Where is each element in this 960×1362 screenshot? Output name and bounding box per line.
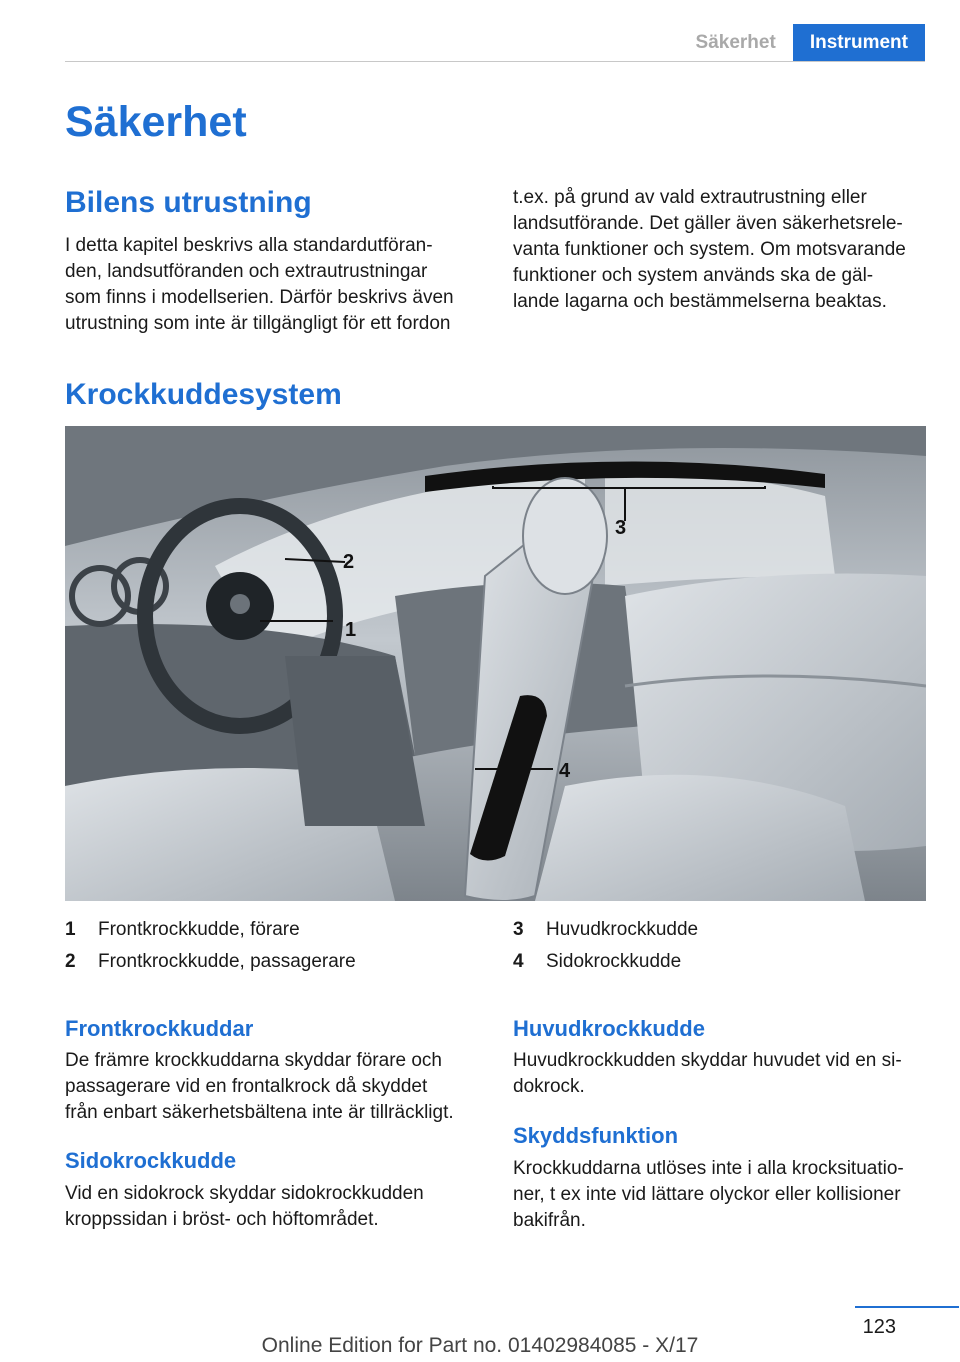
text-line: landsutförande. Det gäller även säkerhetsrele‐ bbox=[513, 213, 903, 234]
head-airbag-text bbox=[513, 1048, 933, 1100]
edition-note: Online Edition for Part no. 01402984085 - X/17 bbox=[261, 1334, 699, 1357]
text-line: ner, t ex inte vid lättare olyckor eller kollisioner bbox=[513, 1184, 901, 1205]
airbag-illustration bbox=[65, 426, 926, 901]
text-line: Krockkuddarna utlöses inte i alla krocksituatio‐ bbox=[513, 1158, 904, 1179]
text-line: funktioner och system används ska de gäl‐ bbox=[513, 265, 874, 286]
footer-divider bbox=[855, 1306, 959, 1308]
tab-sakerhet[interactable]: Säkerhet bbox=[695, 32, 776, 53]
protection-text bbox=[513, 1156, 933, 1234]
legend-label: Sidokrockkudde bbox=[546, 951, 682, 972]
legend-number: 4 bbox=[513, 951, 524, 972]
car-interior-drawing bbox=[65, 426, 926, 901]
text-line: Huvudkrockkudden skyddar huvudet vid en si‐ bbox=[513, 1050, 902, 1071]
legend-item bbox=[65, 914, 485, 946]
equipment-text-col1 bbox=[65, 233, 485, 337]
text-line: bakifrån. bbox=[513, 1210, 586, 1231]
legend-item bbox=[513, 946, 933, 978]
equipment-text-col2 bbox=[513, 185, 933, 315]
callout-1: 1 bbox=[345, 619, 357, 641]
subheading-front-airbags: Frontkrockkuddar bbox=[65, 1016, 254, 1041]
legend-item bbox=[65, 946, 485, 978]
text-line: vanta funktioner och system. Om motsvarande bbox=[513, 239, 906, 260]
text-line: utrustning som inte är tillgängligt för ett fordon bbox=[65, 313, 451, 334]
legend-label: Frontkrockkudde, förare bbox=[98, 919, 300, 940]
page-title: Säkerhet bbox=[65, 98, 247, 146]
tab-instrument[interactable]: Instrument bbox=[793, 24, 925, 62]
page-number: 123 bbox=[862, 1316, 896, 1338]
callout-2: 2 bbox=[343, 551, 355, 573]
legend-number: 1 bbox=[65, 919, 76, 940]
header-divider bbox=[65, 61, 925, 62]
legend-number: 3 bbox=[513, 919, 524, 940]
legend-label: Frontkrockkudde, passagerare bbox=[98, 951, 356, 972]
text-line: kroppssidan i bröst- och höftområdet. bbox=[65, 1209, 379, 1230]
section-heading-equipment: Bilens utrustning bbox=[65, 186, 312, 219]
figure-legend-right bbox=[513, 914, 933, 978]
front-airbags-text bbox=[65, 1048, 495, 1126]
header-tabs bbox=[679, 24, 925, 62]
text-line: t.ex. på grund av vald extrautrustning eller bbox=[513, 187, 867, 208]
callout-4: 4 bbox=[559, 760, 571, 782]
text-line: lande lagarna och bestämmelserna beaktas. bbox=[513, 291, 887, 312]
section-heading-airbag: Krockkuddesystem bbox=[65, 378, 342, 411]
figure-legend-left bbox=[65, 914, 485, 978]
subheading-side-airbag: Sidokrockkudde bbox=[65, 1148, 237, 1173]
text-line: dokrock. bbox=[513, 1076, 585, 1097]
legend-label: Huvudkrockkudde bbox=[546, 919, 699, 940]
text-line: från enbart säkerhetsbältena inte är tillräckligt. bbox=[65, 1102, 454, 1123]
text-line: I detta kapitel beskrivs alla standardutföran‐ bbox=[65, 235, 433, 256]
text-line: Vid en sidokrock skyddar sidokrockkudden bbox=[65, 1183, 424, 1204]
subheading-protection: Skyddsfunktion bbox=[513, 1123, 679, 1148]
text-line: som finns i modellserien. Därför beskrivs även bbox=[65, 287, 454, 308]
text-line: passagerare vid en frontalkrock då skyddet bbox=[65, 1076, 428, 1097]
side-airbag-text bbox=[65, 1181, 495, 1233]
subheading-head-airbag: Huvudkrockkudde bbox=[513, 1016, 705, 1041]
text-line: De främre krockkuddarna skyddar förare och bbox=[65, 1050, 442, 1071]
legend-item bbox=[513, 914, 933, 946]
text-line: den, landsutföranden och extrautrustningar bbox=[65, 261, 428, 282]
legend-number: 2 bbox=[65, 951, 76, 972]
callout-3: 3 bbox=[615, 517, 627, 539]
